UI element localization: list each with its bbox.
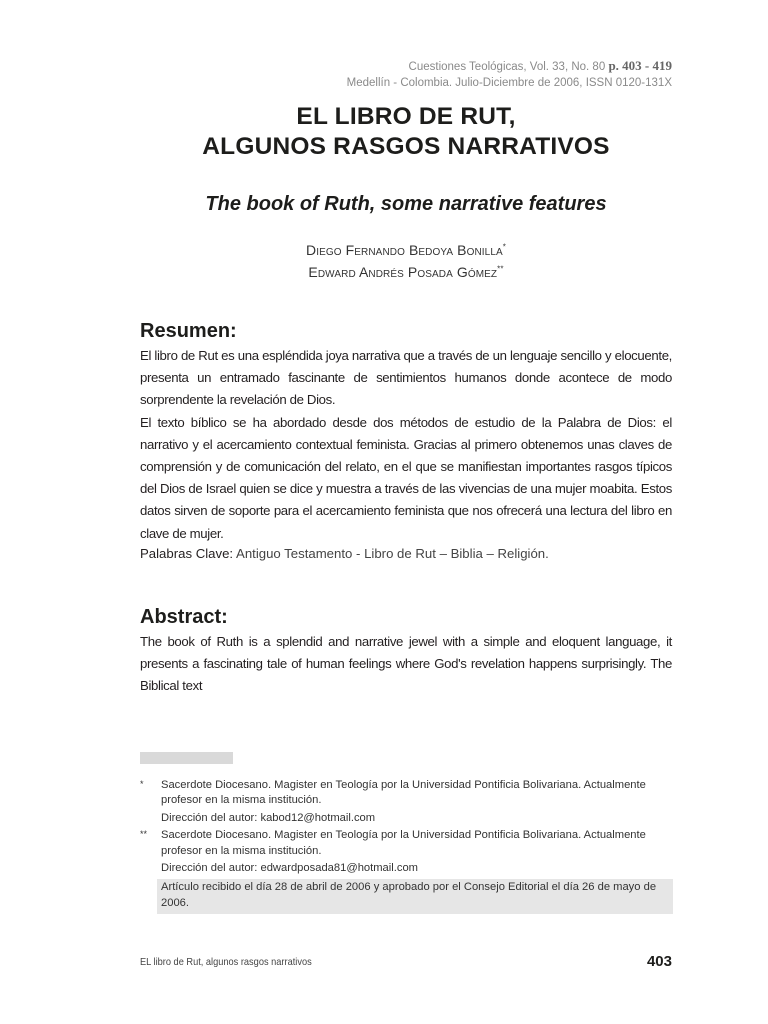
author-1: [140, 242, 672, 258]
journal-citation: Cuestiones Teológicas, Vol. 33, No. 80: [408, 61, 606, 73]
footnote-address: Dirección del autor: kabod12@hotmail.com: [161, 811, 376, 824]
title-line-2: ALGUNOS RASGOS NARRATIVOS: [202, 133, 610, 160]
author-2: [140, 264, 672, 280]
keywords-label: Palabras Clave:: [140, 546, 234, 561]
title-line-1: EL LIBRO DE RUT,: [296, 103, 516, 130]
abstract-heading: Abstract:: [140, 606, 228, 628]
journal-line-2: Medellín - Colombia. Julio-Diciembre de 2006, ISSN 0120-131X: [346, 77, 672, 89]
abstract-body: [140, 631, 672, 698]
journal-header: [347, 58, 672, 91]
resumen-heading: Resumen:: [140, 320, 237, 342]
received-note: Artículo recibido el día 28 de abril de 2006 y aprobado por el Consejo Editorial el día 26 de mayo de 2006.: [157, 879, 673, 914]
author-name: Diego Fernando Bedoya Bonilla: [306, 242, 503, 258]
footnotes: [140, 778, 673, 914]
footnote-mark: **: [140, 829, 148, 840]
page-range: p. 403 - 419: [608, 58, 672, 73]
page-number: 403: [646, 953, 672, 970]
abstract-paragraph-1: The book of Ruth is a splendid and narrative jewel with a simple and eloquent language, it presents a fascinating tale of human feelings where God's revelation happens surprisingly. The Biblical text: [140, 634, 672, 694]
footnote-1: [140, 778, 673, 826]
footnote-address: Dirección del autor: edwardposada81@hotmail.com: [161, 862, 418, 875]
author-footnote-mark: *: [502, 242, 506, 252]
resumen-body: [140, 345, 672, 545]
footnote-text: Sacerdote Diocesano. Magister en Teología por la Universidad Pontificia Bolivariana. Actualmente profesor en la misma institución.: [161, 779, 646, 807]
keywords-value: Antiguo Testamento - Libro de Rut – Biblia – Religión.: [236, 546, 549, 561]
resumen-paragraph-1: El libro de Rut es una espléndida joya narrativa que a través de un lenguaje sencillo y elocuente, presenta un entramado fascinante de sentimientos humanos donde acontece de modo sorprendente la revelación de Dios.: [140, 348, 672, 408]
author-footnote-mark: **: [497, 264, 504, 274]
footnote-text: Sacerdote Diocesano. Magister en Teología por la Universidad Pontificia Bolivariana. Actualmente profesor en la misma institución.: [161, 829, 646, 857]
footnote-2: [140, 828, 673, 876]
article-title: [140, 102, 672, 162]
english-title: The book of Ruth, some narrative features: [205, 193, 607, 215]
running-title: EL libro de Rut, algunos rasgos narrativos: [140, 956, 312, 968]
journal-line-1: [347, 58, 672, 75]
footnote-separator: [140, 752, 233, 764]
resumen-paragraph-2: El texto bíblico se ha abordado desde dos métodos de estudio de la Palabra de Dios: el narrativo y el acercamiento contextual feminista. Gracias al primero obtenemos unas claves de comprensión y de comunicación del relato, en el que se manifiestan importantes rasgos típicos del Dios de Israel quien se dice y muestra a través de las vivencias de una mujer moabita. Estos datos sirven de soporte para el acercamiento feminista que nos ofrecerá una lectura del libro en clave de mujer.: [140, 414, 672, 541]
author-name: Edward Andrés Posada Gómez: [308, 264, 498, 280]
footnote-mark: *: [140, 779, 144, 789]
keywords: [140, 546, 672, 561]
